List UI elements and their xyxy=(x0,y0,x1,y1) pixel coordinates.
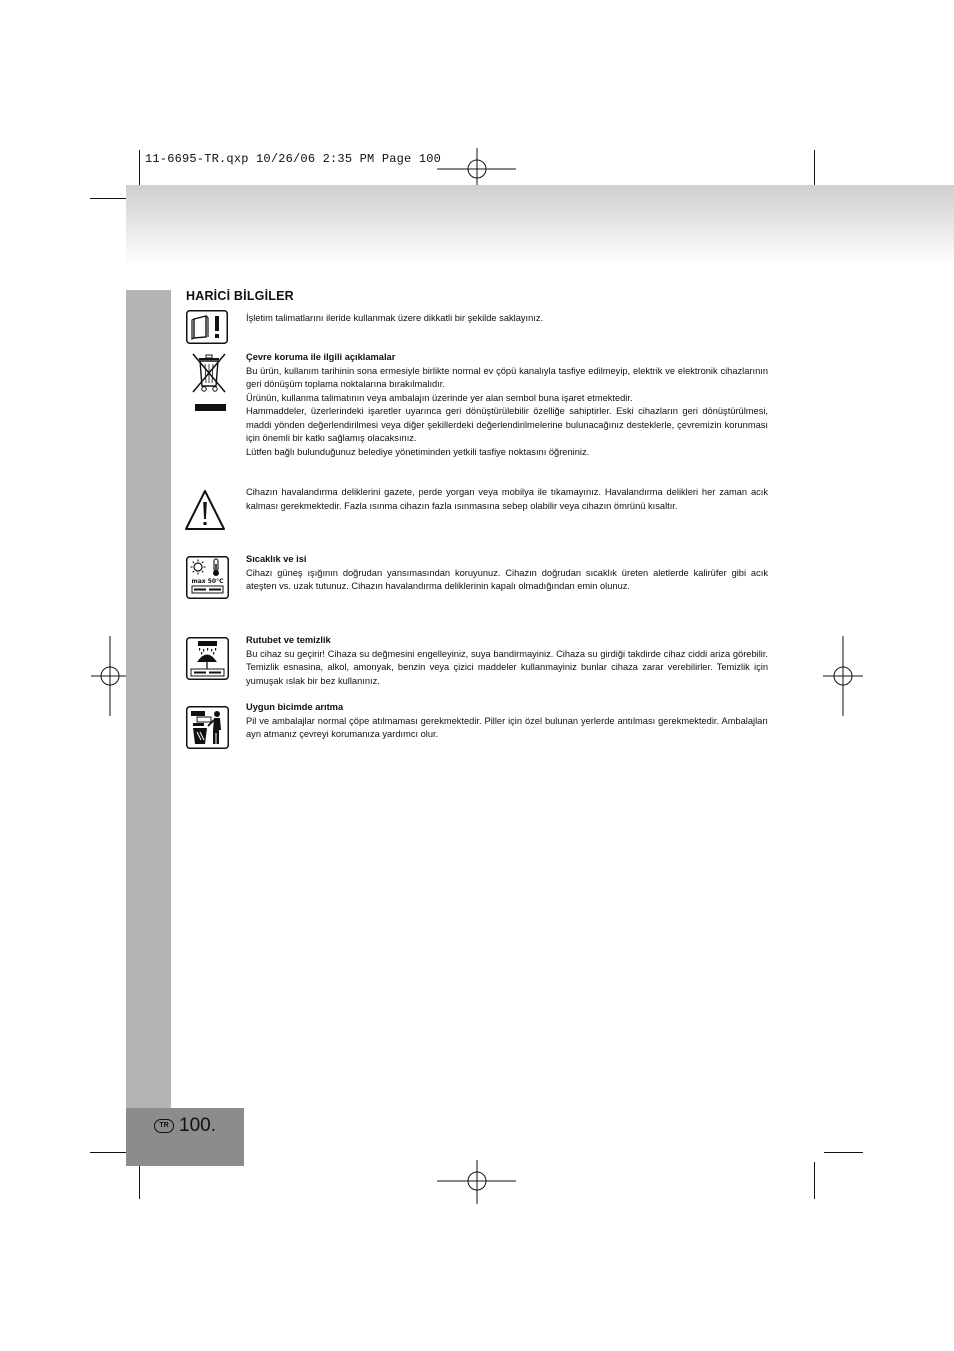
ventilation-text: Cihazın havalandırma deliklerini gazete, perde yorgan veya mobilya ile tıkamayınız. Havalandırma delikleri her zaman acık kalması gerekmektedir. Fazla ısınma cihazın fazla ısınmasına sebep olabilir veya cihazın ömrünü kısaltır. xyxy=(246,487,768,511)
registration-mark-left xyxy=(91,636,131,716)
environment-heading: Çevre koruma ile ilgili açıklamalar xyxy=(246,352,396,362)
crop-mark xyxy=(139,1162,140,1199)
sidebar-strip xyxy=(126,290,171,1108)
disposal-heading: Uygun bicimde arıtma xyxy=(246,702,344,712)
heat-limit-label: max 50°C xyxy=(191,578,224,585)
heat-heading: Sıcaklık ve isi xyxy=(246,554,307,564)
manual-note-text: İşletim talimatlarını ileride kullanmak üzere dikkatli bir şekilde saklayınız. xyxy=(246,313,544,323)
disposal-text: Pil ve ambalajlar normal çöpe atılmaması gerekmektedir. Piller için özel bulunan yerlerde antılması gerekmektedir. Ambalajları ayn atmanız çevreyi korumanıza yardımcı olur. xyxy=(246,715,768,739)
crop-mark xyxy=(90,1152,130,1153)
recycling-icon xyxy=(186,706,229,749)
page-number xyxy=(154,1115,216,1137)
environment-paragraph: Hammaddeler, üzerlerindeki işaretler uyarınca geri dönüştürülebilir özelliğe sahiptirler. Eski cihazların geri dönüştürülmesi, maddi yönden değerlendirilmesi veya diğer şekillerdeki değerlendirilmelerine bulunacağınız desteklerle, çevremizin korunması için önemli bir katkı sağlamış olacaksınız. xyxy=(246,406,768,443)
environment-paragraph: Bu ürün, kullanım tarihinin sona ermesiyle birlikte normal ev çöpü kanalıyla tasfiye edilmeyip, elektrik ve elektronik cihazlarının geri dönüşüm toplama noktalarına bırakılmalıdır. xyxy=(246,365,768,389)
moisture-text: Bu cihaz su geçirir! Cihaza su değmesini engelleyiniz, suya bandirmayiniz. Cihaza su girdiği takdirde cihaz ciddi ariza görebilir. Temizlik esnasina, alkol, amonyak, benzin veya çizici maddeler kullanmayiniz bunlar cihaza zarar verebilirler. Temizlik için yumuşak ıslak bir bez kullanınız. xyxy=(246,648,768,686)
registration-mark-top xyxy=(437,148,517,188)
manual-note xyxy=(246,312,768,326)
page-number-text: 100. xyxy=(179,1115,216,1136)
heat-limit-icon xyxy=(186,556,229,599)
crop-mark xyxy=(814,1162,815,1199)
language-badge: TR xyxy=(154,1119,174,1133)
header-band xyxy=(126,185,954,265)
disposal-section xyxy=(246,701,768,742)
section-title: HARİCİ BİLGİLER xyxy=(186,289,294,303)
warning-triangle-icon xyxy=(184,488,226,532)
moisture-icon xyxy=(186,637,229,680)
crop-mark xyxy=(824,1152,863,1153)
environment-section xyxy=(246,351,768,459)
environment-paragraph: Lütfen bağlı bulunduğunuz belediye yönetiminden yetkili tasfiye noktasını öğreniniz. xyxy=(246,446,590,457)
environment-paragraph: Ürünün, kullanma talimatının veya ambalajın üzerinde yer alan sembol buna işaret etmektedir. xyxy=(246,392,633,403)
registration-mark-right xyxy=(823,636,863,716)
print-slug: 11-6695-TR.qxp 10/26/06 2:35 PM Page 100 xyxy=(145,152,442,166)
heat-section xyxy=(246,553,768,594)
crossed-bin-icon xyxy=(191,352,227,414)
crop-mark xyxy=(814,150,815,187)
ventilation-section xyxy=(246,486,768,513)
moisture-section xyxy=(246,634,768,688)
registration-mark-bottom xyxy=(437,1160,517,1204)
crop-mark xyxy=(139,150,140,187)
manual-warning-icon xyxy=(186,310,228,344)
crop-mark xyxy=(90,198,130,199)
moisture-heading: Rutubet ve temizlik xyxy=(246,635,331,645)
heat-text: Cihazı güneş ışığının doğrudan yansımasından koruyunuz. Cihazın doğrudan sıcaklık üreten aletlerde kalirüfer gibi acık ateşten vs. uzak tutunuz. Cihazın havalandırma deliklerinin kapalı olmadığından emin olunuz. xyxy=(246,567,768,591)
